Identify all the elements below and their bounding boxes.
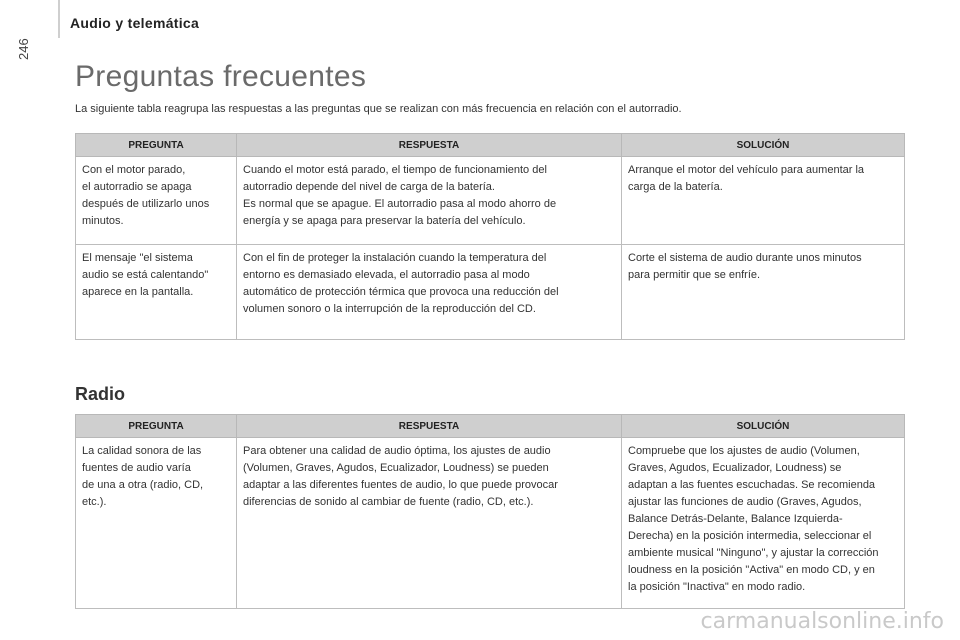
question-cell: Con el motor parado, el autorradio se apaga después de utilizarlo unos minutos. (76, 157, 237, 245)
question-cell: La calidad sonora de las fuentes de audio varía de una a otra (radio, CD, etc.). (76, 438, 237, 609)
table-row (76, 157, 905, 245)
faq-table-general (75, 133, 905, 340)
column-header-question: PREGUNTA (76, 415, 237, 438)
solution-cell: Corte el sistema de audio durante unos minutos para permitir que se enfríe. (622, 245, 905, 340)
solution-cell: Arranque el motor del vehículo para aumentar la carga de la batería. (622, 157, 905, 245)
section-label: Audio y telemática (70, 15, 200, 31)
table-row (76, 245, 905, 340)
question-cell: El mensaje "el sistema audio se está calentando" aparece en la pantalla. (76, 245, 237, 340)
faq-table-radio (75, 414, 905, 609)
answer-cell: Para obtener una calidad de audio óptima, los ajustes de audio (Volumen, Graves, Agudos, Ecualizador, Loudness) se pueden adaptar a las diferentes fuentes de audio, lo que puede provocar diferencias de sonido al cambiar de fuente (radio, CD, etc.). (237, 438, 622, 609)
column-header-answer: RESPUESTA (237, 134, 622, 157)
table-header-row (76, 415, 905, 438)
column-header-solution: SOLUCIÓN (622, 134, 905, 157)
intro-text: La siguiente tabla reagrupa las respuestas a las preguntas que se realizan con más frecuencia en relación con el autorradio. (75, 103, 682, 115)
table-row (76, 438, 905, 609)
section-heading-radio: Radio (75, 384, 126, 404)
column-header-answer: RESPUESTA (237, 415, 622, 438)
page-number: 246 (16, 38, 31, 60)
answer-cell: Con el fin de proteger la instalación cuando la temperatura del entorno es demasiado elevada, el autorradio pasa al modo automático de protección térmica que provoca una reducción del volumen sonoro o la interrupción de la reproducción del CD. (237, 245, 622, 340)
column-header-question: PREGUNTA (76, 134, 237, 157)
column-header-solution: SOLUCIÓN (622, 415, 905, 438)
table-header-row (76, 134, 905, 157)
solution-cell: Compruebe que los ajustes de audio (Volumen, Graves, Agudos, Ecualizador, Loudness) se adaptan a las fuentes escuchadas. Se recomienda ajustar las funciones de audio (Graves, Agudos, Balance Detrás-Delante, Balance Izquierda- Derecha) en la posición intermedia, seleccionar el ambiente musical "Ninguno", y ajustar la corrección loudness en la posición "Activa" en modo CD, y en la posición "Inactiva" en modo radio. (622, 438, 905, 609)
watermark: carmanualsonline.info (700, 609, 944, 634)
side-rule (58, 0, 60, 38)
page-title: Preguntas frecuentes (75, 60, 367, 93)
answer-cell: Cuando el motor está parado, el tiempo de funcionamiento del autorradio depende del nivel de carga de la batería. Es normal que se apague. El autorradio pasa al modo ahorro de energía y se apaga para preservar la batería del vehículo. (237, 157, 622, 245)
